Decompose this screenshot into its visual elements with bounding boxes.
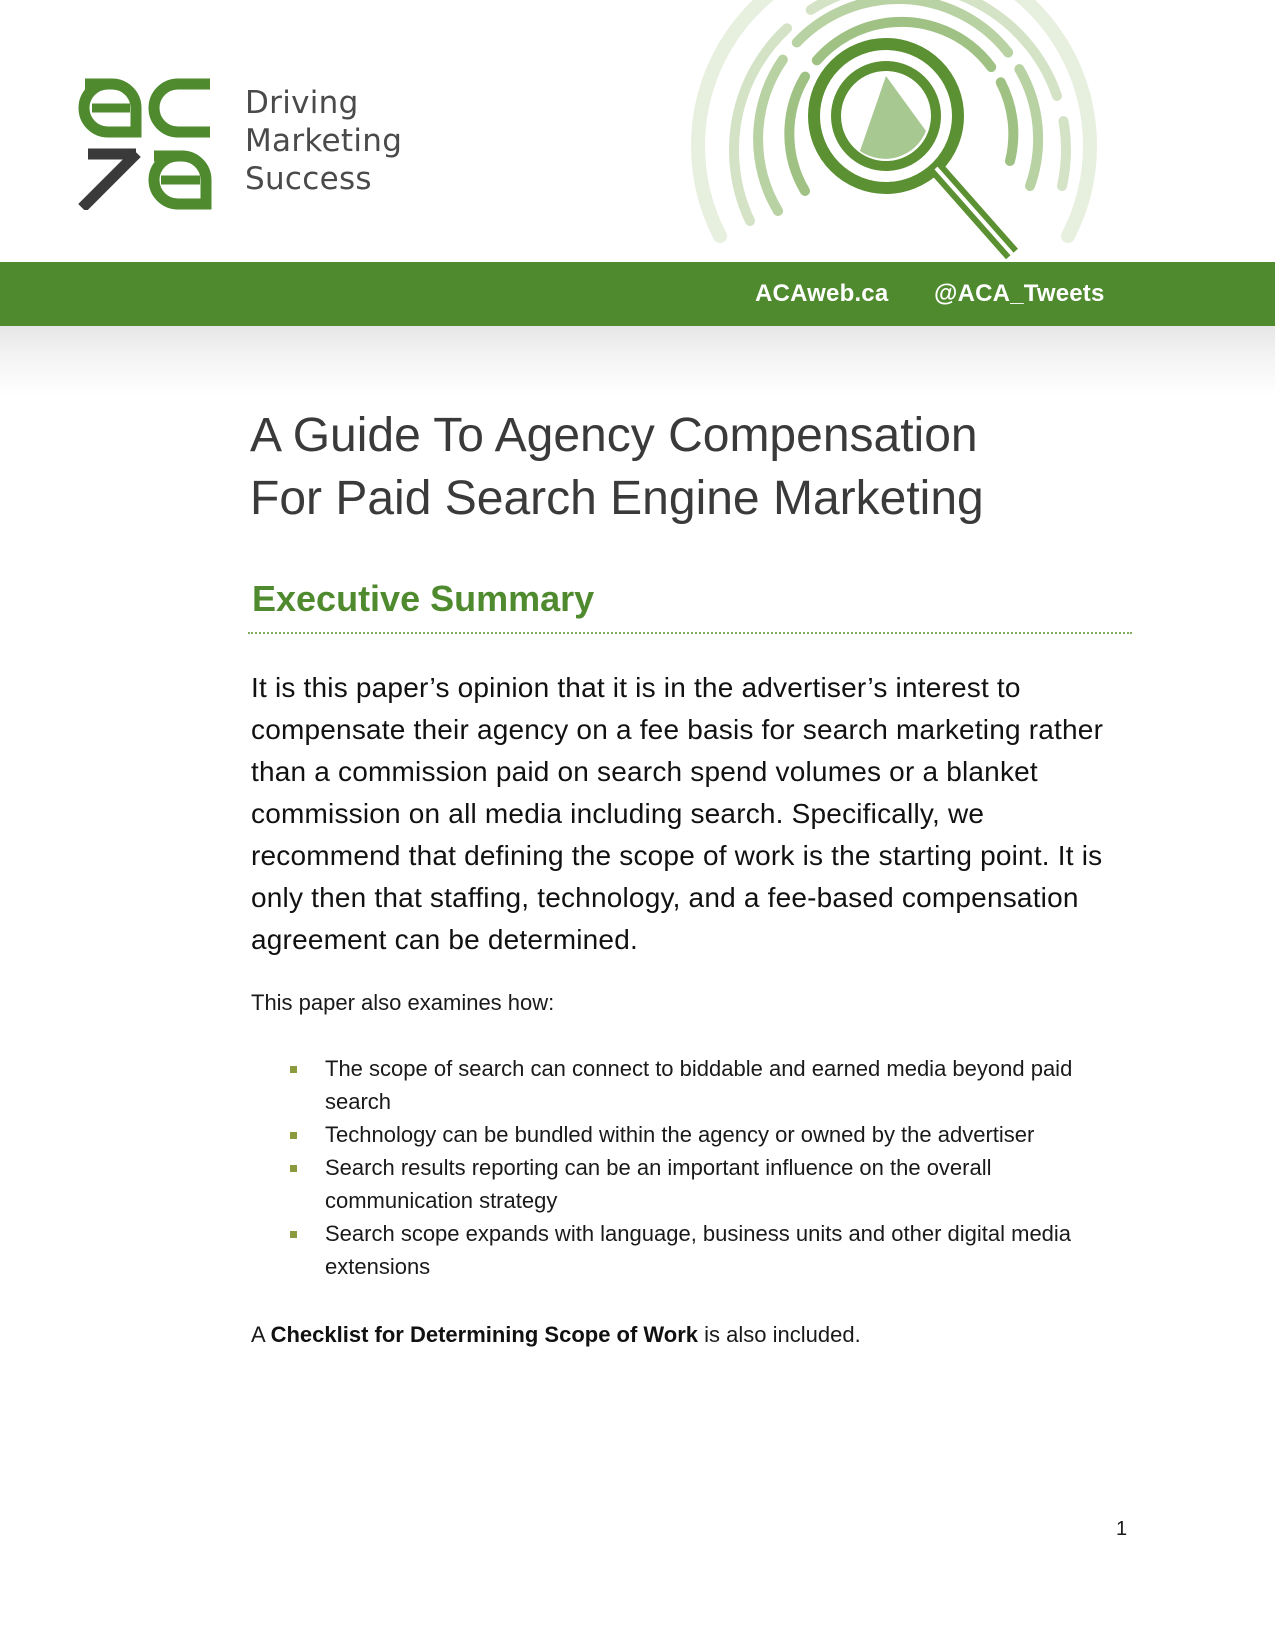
bullet-square-icon — [290, 1066, 297, 1073]
header-shadow — [0, 326, 1275, 396]
list-item — [251, 1118, 1131, 1151]
checklist-note — [251, 1322, 861, 1348]
checklist-title: Checklist for Determining Scope of Work — [270, 1322, 699, 1347]
checklist-prefix: A — [251, 1322, 271, 1347]
section-heading: Executive Summary — [252, 578, 595, 619]
bullet-list — [251, 1052, 1131, 1283]
title-line: For Paid Search Engine Marketing — [250, 472, 984, 525]
list-item-text: The scope of search can connect to biddable and earned media beyond paid search — [325, 1056, 1073, 1114]
list-item-text: Search results reporting can be an important influence on the overall communication strategy — [325, 1155, 992, 1213]
section-divider — [248, 632, 1132, 634]
document-title — [250, 404, 984, 530]
twitter-link[interactable]: @ACA_Tweets — [934, 280, 1105, 307]
website-link[interactable]: ACAweb.ca — [755, 280, 889, 307]
bullet-square-icon — [290, 1132, 297, 1139]
tagline-line: Marketing — [245, 123, 403, 159]
lead-paragraph: It is this paper’s opinion that it is in the advertiser’s interest to compensate their agency on a fee basis for search marketing rather than a commission paid on search spend volumes or a blanket commission on all media including search. Specifically, we recommend that defining the scope of work is the starting point. It is only then that staffing, technology, and a fee-based compensation agreement can be determined. — [251, 672, 1104, 955]
tagline — [245, 84, 402, 198]
tagline-line: Driving — [245, 85, 359, 121]
aca-logo — [78, 76, 213, 210]
list-item — [251, 1151, 1131, 1217]
list-item-text: Search scope expands with language, business units and other digital media extensions — [325, 1221, 1072, 1279]
list-item-text: Technology can be bundled within the agency or owned by the advertiser — [325, 1122, 1035, 1147]
title-line: A Guide To Agency Compensation — [250, 409, 978, 462]
bullet-square-icon — [290, 1165, 297, 1172]
checklist-suffix: is also included. — [698, 1322, 861, 1347]
list-item — [251, 1217, 1131, 1283]
page-number: 1 — [1116, 1518, 1128, 1540]
bullet-square-icon — [290, 1231, 297, 1238]
magnifying-glass-icon — [690, 0, 1130, 266]
list-item — [251, 1052, 1131, 1118]
tagline-line: Success — [245, 161, 372, 197]
intro-text: This paper also examines how: — [251, 990, 555, 1015]
